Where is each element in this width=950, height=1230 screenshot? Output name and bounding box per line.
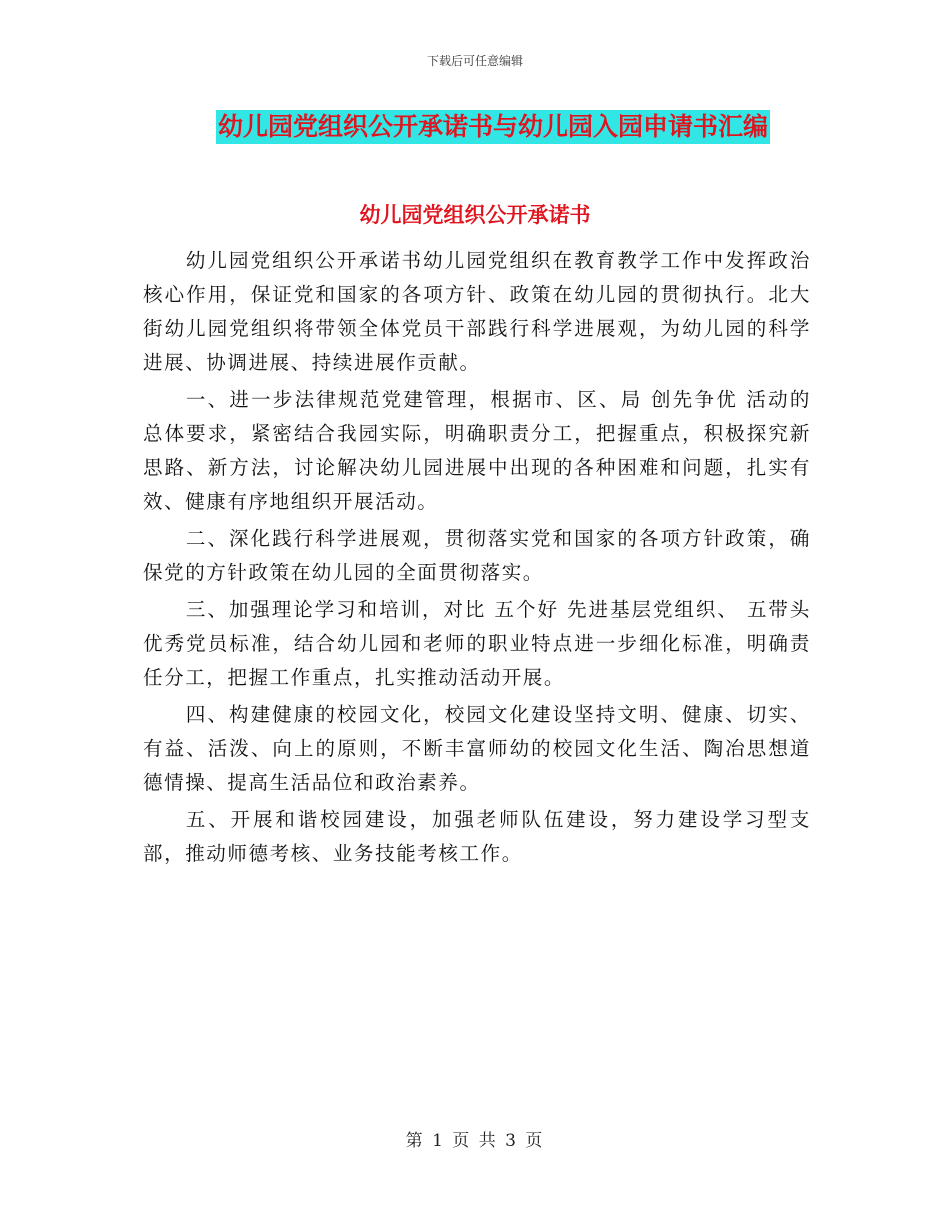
paragraph-item-4: 四、构建健康的校园文化，校园文化建设坚持文明、健康、切实、有益、活泼、向上的原则，不断丰富师幼的校园文化生活、陶冶思想道德情操、提高生活品位和政治素养。 <box>143 703 811 794</box>
paragraph-intro: 幼儿园党组织公开承诺书幼儿园党组织在教育教学工作中发挥政治核心作用，保证党和国家的各项方针、政策在幼儿园的贯彻执行。北大街幼儿园党组织将带领全体党员干部践行科学进展观，为幼儿园的科学进展、协调进展、持续进展作贡献。 <box>143 249 811 374</box>
main-title-container <box>0 110 950 144</box>
paragraph-item-5: 五、开展和谐校园建设，加强老师队伍建设，努力建设学习型支部，推动师德考核、业务技能考核工作。 <box>143 808 811 865</box>
main-title: 幼儿园党组织公开承诺书与幼儿园入园申请书汇编 <box>216 110 770 144</box>
section-title: 幼儿园党组织公开承诺书 <box>359 203 591 227</box>
paragraph-item-1: 一、进一步法律规范党建管理，根据市、区、局 创先争优 活动的总体要求，紧密结合我园实际，明确职责分工，把握重点，积极探究新思路、新方法，讨论解决幼儿园进展中出现的各种困难和问题，扎实有效、健康有序地组织开展活动。 <box>143 388 811 513</box>
document-body <box>143 244 811 874</box>
page-header-note: 下载后可任意编辑 <box>426 54 523 68</box>
paragraph-item-2: 二、深化践行科学进展观，贯彻落实党和国家的各项方针政策，确保党的方针政策在幼儿园的全面贯彻落实。 <box>143 527 811 584</box>
paragraph-item-3: 三、加强理论学习和培训，对比 五个好 先进基层党组织、 五带头 优秀党员标准，结合幼儿园和老师的职业特点进一步细化标准，明确责任分工，把握工作重点，扎实推动活动开展。 <box>143 598 811 689</box>
page-number-footer: 第 1 页 共 3 页 <box>405 1131 545 1151</box>
